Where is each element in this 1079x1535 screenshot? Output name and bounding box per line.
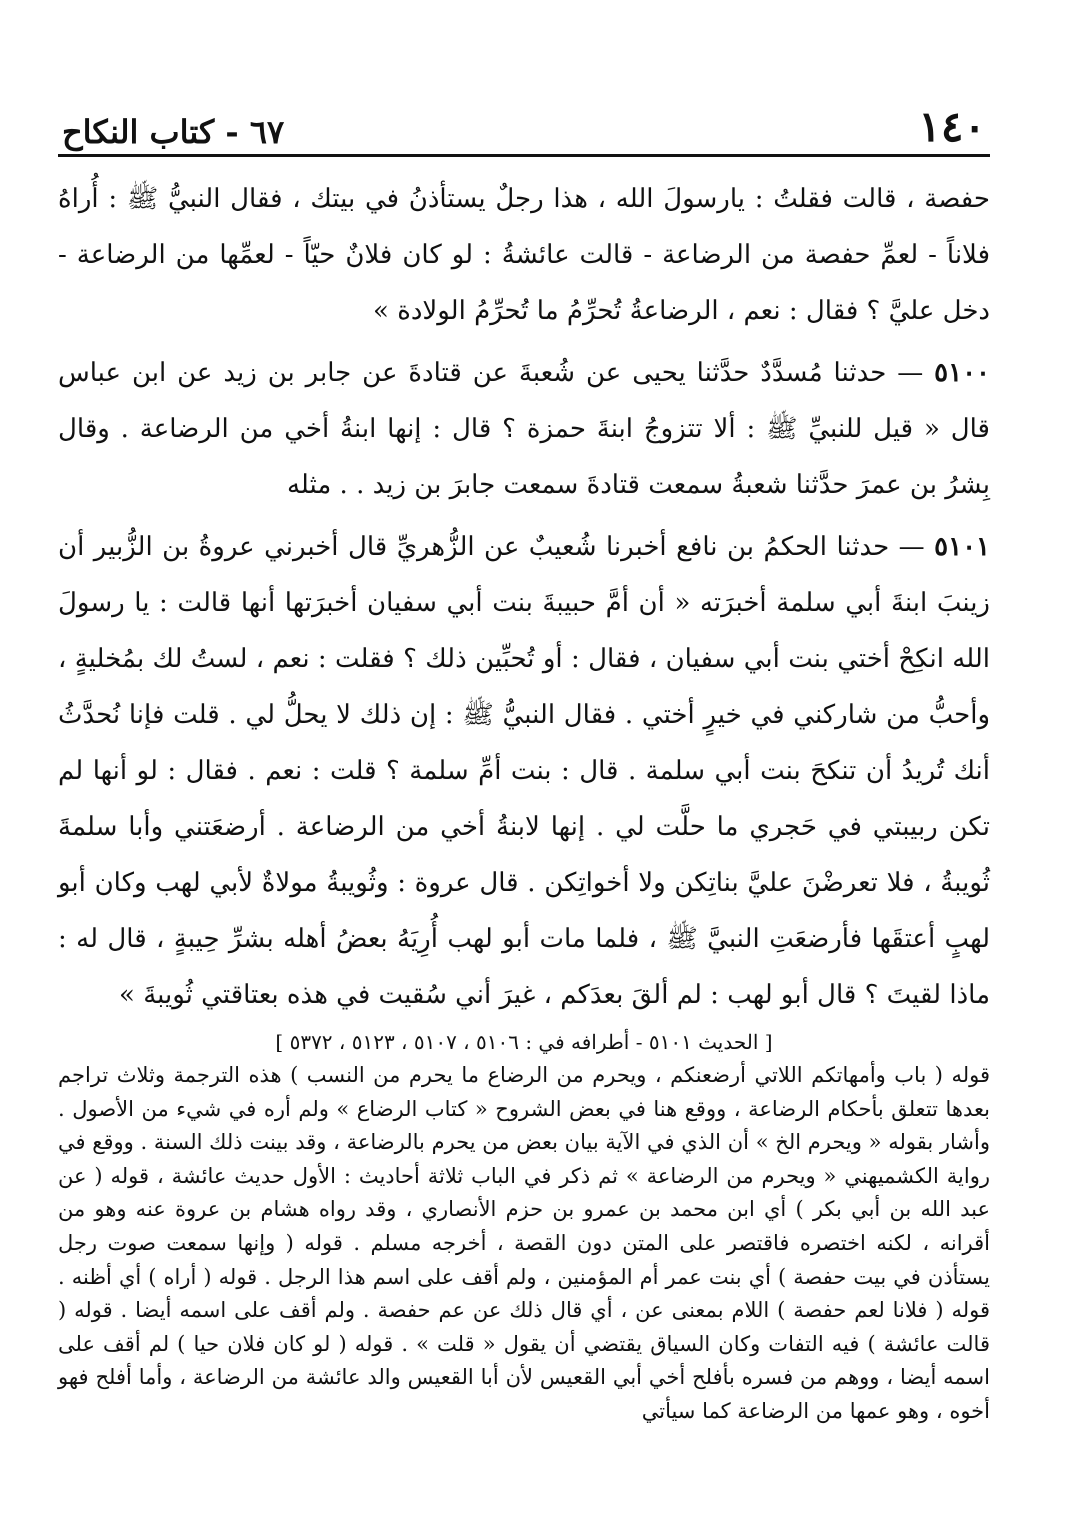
hadith-text: — حدثنا مُسدَّدٌ حدَّثنا يحيى عن شُعبةَ عن قتادةَ عن جابر بن زيد عن ابن عباس قال « قيل للنبيِّ ﷺ : ألا تتزوجُ ابنةَ حمزة ؟ قال : إنها ابنةُ أخي من الرضاعة . وقال بِشرُ بن عمرَ حدَّثنا شعبةُ سمعت قتادةَ سمعت جابرَ بن زيد . . مثله (58, 358, 990, 500)
page-header (58, 88, 990, 157)
hadith-text: — حدثنا الحكمُ بن نافع أخبرنا شُعيبٌ عن الزُّهريِّ قال أخبرني عروةُ بن الزُّبير أن زينبَ ابنةَ أبي سلمة أخبرَته « أن أمَّ حبيبةَ بنت أبي سفيان أخبرَتها أنها قالت : يا رسولَ الله انكِحْ أختي بنت أبي سفيان ، فقال : أو تُحبِّين ذلك ؟ فقلت : نعم ، لستُ لك بمُخليةٍ ، وأحبُّ من شاركني في خيرٍ أختي . فقال النبيُّ ﷺ : إن ذلك لا يحلُّ لي . قلت فإنا نُحدَّثُ أنك تُريدُ أن تنكحَ بنت أبي سلمة . قال : بنت أمِّ سلمة ؟ قلت : نعم . فقال : لو أنها لم تكن ربيبتي في حَجري ما حلَّت لي . إنها لابنةُ أخي من الرضاعة . أرضعَتني وأبا سلمةَ ثُويبةُ ، فلا تعرضْنَ عليَّ بناتِكن ولا أخواتِكن . قال عروة : وثُويبةُ مولاةٌ لأبي لهب وكان أبو لهبٍ أعتقَها فأرضعَتِ النبيَّ ﷺ ، فلما مات أبو لهب أُرِيَهُ بعضُ أهله بشرِّ حِيبةٍ ، قال له : ماذا لقيتَ ؟ قال أبو لهب : لم ألقَ بعدَكم ، غيرَ أني سُقيت في هذه بعتاقتي ثُويبةَ » (58, 532, 990, 1010)
hadith-block (58, 171, 990, 1023)
commentary-text: قوله ( باب وأمهاتكم اللاتي أرضعنكم ، ويحرم من الرضاع ما يحرم من النسب ) هذه الترجمة وثلاث تراجم بعدها تتعلق بأحكام الرضاعة ، ووقع هنا في بعض الشروح « كتاب الرضاع » ولم أره في شيء من الأصول . وأشار بقوله « ويحرم الخ » أن الذي في الآية بيان بعض من يحرم بالرضاعة ، وقد بينت ذلك السنة . ووقع في رواية الكشميهني « ويحرم من الرضاعة » ثم ذكر في الباب ثلاثة أحاديث : الأول حديث عائشة ، قوله ( عن عبد الله بن أبي بكر ) أي ابن محمد بن عمرو بن حزم الأنصاري ، وقد رواه هشام بن عروة عنه وهو من أقرانه ، لكنه اختصره فاقتصر على المتن دون القصة ، أخرجه مسلم . قوله ( وإنها سمعت صوت رجل يستأذن في بيت حفصة ) أي بنت عمر أم المؤمنين ، ولم أقف على اسم هذا الرجل . قوله ( أراه ) أي أظنه . قوله ( فلانا لعم حفصة ) اللام بمعنى عن ، أي قال ذلك عن عم حفصة . ولم أقف على اسمه أيضا . قوله ( قالت عائشة ) فيه التفات وكان السياق يقتضي أن يقول « قلت » . قوله ( لو كان فلان حيا ) لم أقف على اسمه أيضا ، ووهم من فسره بأفلح أخي أبي القعيس لأن أبا القعيس والد عائشة من الرضاعة ، وأما أفلح فهو أخوه ، وهو عمها من الرضاعة كما سيأتي (58, 1063, 990, 1423)
commentary (58, 1059, 990, 1429)
hadith-number: ٥١٠٠ (934, 358, 990, 388)
hadith-number: ٥١٠١ (934, 532, 991, 562)
hadith-5100 (58, 345, 990, 513)
page-number: ١٤٠ (918, 102, 986, 151)
book-title: ٦٧ - كتاب النكاح (62, 113, 285, 151)
hadith-5101 (58, 519, 990, 1023)
hadith-reference: [ الحديث ٥١٠١ - أطرافه في : ٥١٠٦ ، ٥١٠٧ ، ٥١٢٣ ، ٥٣٧٢ ] (275, 1030, 773, 1054)
continuation-paragraph: حفصة ، قالت فقلتُ : يارسولَ الله ، هذا رجلٌ يستأذنُ في بيتك ، فقال النبيُّ ﷺ : أُراهُ فلاناً - لعمِّ حفصة من الرضاعة - قالت عائشةُ : لو كان فلانٌ حيّاً - لعمِّها من الرضاعة - دخل عليَّ ؟ فقال : نعم ، الرضاعةُ تُحرِّمُ ما تُحرِّمُ الولادة » (58, 184, 990, 326)
page (58, 88, 990, 1429)
